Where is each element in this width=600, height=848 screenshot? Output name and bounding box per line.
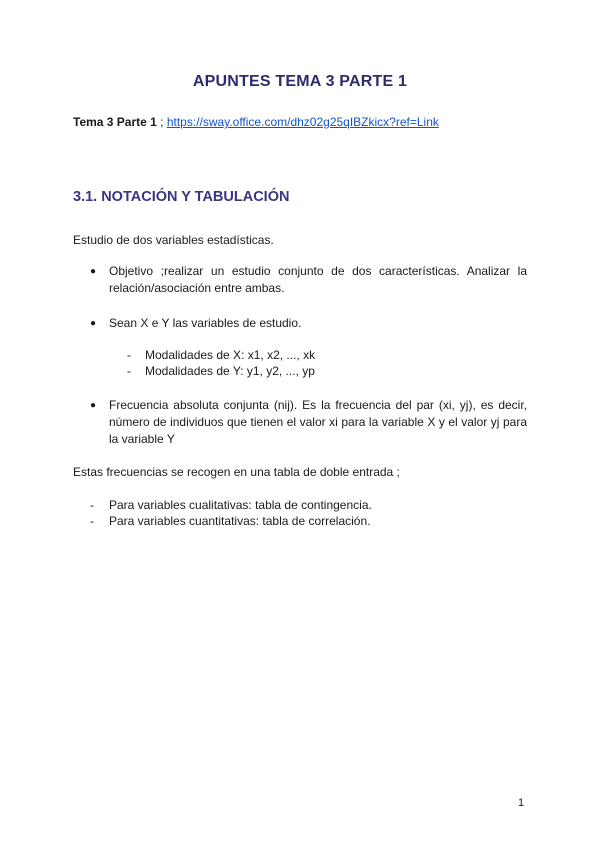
dash-icon: - [127,348,131,362]
bullet-variables: Sean X e Y las variables de estudio. [109,316,302,330]
document-title: APUNTES TEMA 3 PARTE 1 [192,73,408,90]
sub-item-modalidades-y: Modalidades de Y: y1, y2, ..., yp [145,364,315,378]
page-number: 1 [518,797,525,809]
reference-line [73,115,439,129]
sway-link[interactable]: https://sway.office.com/dhz02g25qIBZkicx?ref=Link [166,115,439,129]
bullet-frecuencia: Frecuencia absoluta conjunta (nij). Es la frecuencia del par (xi, yj), es decir, número de individuos que tienen el valor xi para la variable X y el valor yj para la variable Y [109,398,527,446]
dash-item-cualitativas: Para variables cualitativas: tabla de contingencia. [109,498,372,512]
intro-paragraph: Estudio de dos variables estadísticas. [73,233,274,247]
reference-label: Tema 3 Parte 1 [73,115,157,129]
bullet-dot-icon: ● [90,266,97,277]
sub-item-modalidades-x: Modalidades de X: x1, x2, ..., xk [145,348,316,362]
dash-item-cuantitativas: Para variables cuantitativas: tabla de correlación. [109,514,371,528]
bullet-dot-icon: ● [90,400,97,411]
dash-icon: - [90,498,94,512]
bullet-dot-icon: ● [90,318,97,329]
dash-icon: - [90,514,94,528]
reference-separator: ; [156,115,167,129]
section-heading: 3.1. NOTACIÓN Y TABULACIÓN [73,189,290,205]
summary-paragraph: Estas frecuencias se recogen en una tabla de doble entrada ; [73,465,400,479]
dash-icon: - [127,364,131,378]
bullet-objetivo: Objetivo ;realizar un estudio conjunto de dos características. Analizar la relación/asociación entre ambas. [109,264,527,295]
